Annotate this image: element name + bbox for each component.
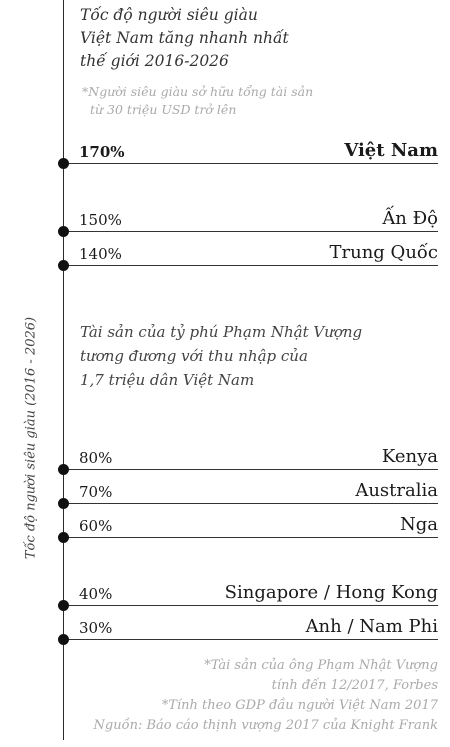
category-label: Việt Nam xyxy=(344,140,438,161)
annotation-text xyxy=(80,320,362,392)
footer-line: *Tài sản của ông Phạm Nhật Vượng xyxy=(204,658,438,673)
category-label: Nga xyxy=(399,514,438,535)
value-label: 70% xyxy=(79,483,113,501)
row-rule-line xyxy=(63,265,438,266)
row-rule-line xyxy=(63,503,438,504)
data-point-marker xyxy=(58,634,69,645)
data-point-marker xyxy=(58,532,69,543)
row-rule-line xyxy=(63,469,438,470)
value-label: 140% xyxy=(79,245,122,263)
footer-line: Nguồn: Báo cáo thịnh vượng 2017 của Knight Frank xyxy=(93,718,438,733)
value-label: 80% xyxy=(79,449,113,467)
title-line: Việt Nam tăng nhanh nhất xyxy=(80,29,289,47)
category-label: Ấn Độ xyxy=(382,208,438,229)
data-point-marker xyxy=(58,464,69,475)
annotation-line: 1,7 triệu dân Việt Nam xyxy=(80,371,255,389)
footer-line: *Tính theo GDP đầu người Việt Nam 2017 xyxy=(161,698,438,713)
value-label: 40% xyxy=(79,585,113,603)
category-label: Australia xyxy=(355,480,438,501)
data-point-marker xyxy=(58,260,69,271)
data-row xyxy=(63,582,438,606)
data-point-marker xyxy=(58,226,69,237)
footer-line: tính đến 12/2017, Forbes xyxy=(271,678,438,693)
title-line: Tốc độ người siêu giàu xyxy=(80,6,258,24)
title-line: thế giới 2016-2026 xyxy=(80,52,229,70)
row-rule-line xyxy=(63,231,438,232)
note-line: *Người siêu giàu sở hữu tổng tài sản xyxy=(82,84,314,99)
data-row xyxy=(63,242,438,266)
value-label: 30% xyxy=(79,619,113,637)
data-row xyxy=(63,446,438,470)
data-point-marker xyxy=(58,600,69,611)
data-row xyxy=(63,208,438,232)
row-rule-line xyxy=(63,163,438,164)
chart-title xyxy=(80,4,289,73)
value-label: 150% xyxy=(79,211,122,229)
category-label: Kenya xyxy=(381,446,438,467)
row-rule-line xyxy=(63,605,438,606)
category-label: Anh / Nam Phi xyxy=(305,616,438,637)
value-label: 60% xyxy=(79,517,113,535)
annotation-line: tương đương với thu nhập của xyxy=(80,347,308,365)
data-row xyxy=(63,480,438,504)
data-row xyxy=(63,616,438,640)
data-row xyxy=(63,140,438,164)
data-point-marker xyxy=(58,498,69,509)
data-row xyxy=(63,514,438,538)
row-rule-line xyxy=(63,537,438,538)
footer-notes xyxy=(94,656,438,736)
row-rule-line xyxy=(63,639,438,640)
y-axis-label: Tốc độ người siêu giàu (2016 - 2026) xyxy=(23,316,39,560)
annotation-line: Tài sản của tỷ phú Phạm Nhật Vượng xyxy=(80,323,363,341)
category-label: Trung Quốc xyxy=(329,242,438,263)
category-label: Singapore / Hong Kong xyxy=(224,582,438,603)
data-point-marker xyxy=(58,158,69,169)
title-footnote xyxy=(82,83,313,119)
note-line: từ 30 triệu USD trở lên xyxy=(90,102,237,117)
value-label: 170% xyxy=(79,143,125,161)
